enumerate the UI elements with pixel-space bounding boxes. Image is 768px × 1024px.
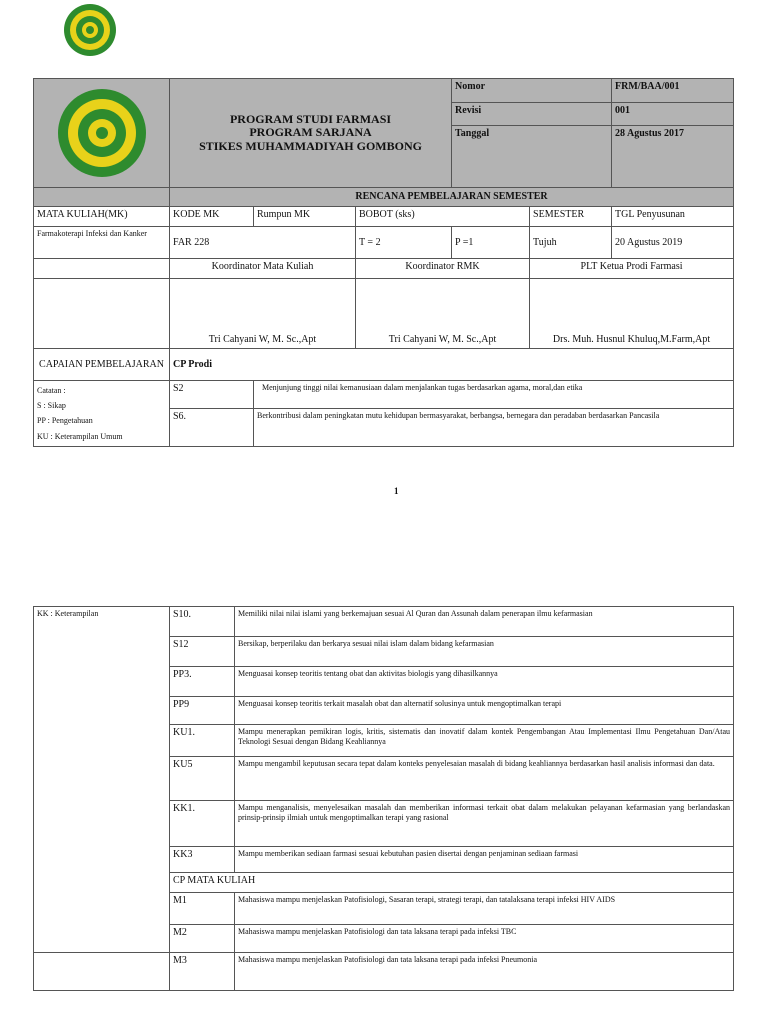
mk-text: Mahasiswa mampu menjelaskan Patofisiologi, Sasaran terapi, strategi terapi, dan tatalaksana terapi infeksi HIV AIDS	[235, 893, 734, 925]
mk-code: M2	[170, 925, 235, 953]
cp-code: KU5	[170, 757, 235, 801]
cp-text: Mampu menerapkan pemikiran logis, kritis, sistematis dan inovatif dalam kontek Pengembangan Atau Implementasi Ilmu Pengetahuan Dan/Atau Teknologi Sesuai dengan Bidang Keahliannya	[235, 725, 734, 757]
institution-logo-cell	[34, 79, 170, 188]
cp-code: KK3	[170, 847, 235, 873]
cp-text: Mampu mengambil keputusan secara tepat dalam konteks penyelesaian masalah di bidang keahliannya berdasarkan hasil analisis informasi dan data.	[235, 757, 734, 801]
capaian-label: CAPAIAN PEMBELAJARAN	[34, 349, 170, 381]
cp-text: Menguasai konsep teoritis tentang obat dan aktivitas biologis yang dihasilkannya	[235, 667, 734, 697]
meta-value-tanggal: 28 Agustus 2017	[612, 126, 734, 188]
meta-label-revisi: Revisi	[452, 103, 612, 126]
signer-koordinator-rmk: Tri Cahyani W, M. Sc.,Apt	[356, 279, 530, 349]
cp-code: S2	[170, 381, 254, 409]
course-tgl: 20 Agustus 2019	[612, 227, 734, 259]
mk-text: Mahasiswa mampu menjelaskan Patofisiologi dan tata laksana terapi pada infeksi TBC	[235, 925, 734, 953]
cp-code: S12	[170, 637, 235, 667]
cp-text: Bersikap, berperilaku dan berkarya sesuai nilai islam dalam bidang kefarmasian	[235, 637, 734, 667]
rps-title: RENCANA PEMBELAJARAN SEMESTER	[170, 188, 734, 207]
cp-text: Menguasai konsep teoritis terkait masalah obat dan alternatif solusinya untuk mengoptimalkan terapi	[235, 697, 734, 725]
header-bobot: BOBOT (sks)	[356, 207, 530, 227]
mk-code: M3	[170, 953, 235, 991]
header-tgl-penyusunan: TGL Penyusunan	[612, 207, 734, 227]
header-semester: SEMESTER	[530, 207, 612, 227]
program-title: PROGRAM STUDI FARMASI PROGRAM SARJANA STIKES MUHAMMADIYAH GOMBONG	[170, 79, 452, 188]
institution-logo	[50, 85, 154, 181]
rps-page1-table	[33, 78, 734, 447]
course-p: P =1	[452, 227, 530, 259]
cp-text: Menjunjung tinggi nilai kemanusiaan dalam menjalankan tugas berdasarkan agama, moral,dan etika	[254, 381, 734, 409]
course-name: Farmakoterapi Infeksi dan Kanker	[34, 227, 170, 259]
cp-text: Mampu menganalisis, menyelesaikan masalah dan memberikan informasi terkait obat dalam melakukan pelayanan kefarmasian yang berlandaskan prinsip-prinsip ilmiah untuk mengoptimalkan terapi yang rasional	[235, 801, 734, 847]
cp-mk-label: CP MATA KULIAH	[170, 873, 734, 893]
cp-code: PP9	[170, 697, 235, 725]
cp-text: Berkontribusi dalam peningkatan mutu kehidupan bermasyarakat, berbangsa, bernegara dan peradaban berdasarkan Pancasila	[254, 408, 734, 446]
page2-note: KK : Keterampilan	[34, 607, 170, 953]
mk-code: M1	[170, 893, 235, 925]
rps-page2-table	[33, 606, 734, 991]
course-t: T = 2	[356, 227, 452, 259]
meta-value-nomor: FRM/BAA/001	[612, 79, 734, 103]
mk-text: Mahasiswa mampu menjelaskan Patofisiologi dan tata laksana terapi pada infeksi Pneumonia	[235, 953, 734, 991]
signer-plt: Drs. Muh. Husnul Khuluq,M.Farm,Apt	[530, 279, 734, 349]
header-mata-kuliah: MATA KULIAH(MK)	[34, 207, 170, 227]
cp-text: Memiliki nilai nilai islami yang berkemajuan sesuai Al Quran dan Assunah dalam penerapan ilmu kefarmasian	[235, 607, 734, 637]
cp-code: PP3.	[170, 667, 235, 697]
meta-value-revisi: 001	[612, 103, 734, 126]
cp-code: S10.	[170, 607, 235, 637]
header-rumpun-mk: Rumpun MK	[254, 207, 356, 227]
meta-label-tanggal: Tanggal	[452, 126, 612, 188]
cp-code: S6.	[170, 408, 254, 446]
role-plt: PLT Ketua Prodi Farmasi	[530, 259, 734, 279]
cp-text: Mampu memberikan sediaan farmasi sesuai kebutuhan pasien disertai dengan penjaminan sediaan farmasi	[235, 847, 734, 873]
role-koordinator-mk: Koordinator Mata Kuliah	[170, 259, 356, 279]
cp-code: KU1.	[170, 725, 235, 757]
top-logo	[62, 2, 118, 58]
role-koordinator-rmk: Koordinator RMK	[356, 259, 530, 279]
course-semester: Tujuh	[530, 227, 612, 259]
page-number: 1	[394, 486, 399, 496]
signer-koordinator-mk: Tri Cahyani W, M. Sc.,Apt	[170, 279, 356, 349]
course-kode: FAR 228	[170, 227, 356, 259]
cp-prodi-label: CP Prodi	[170, 349, 734, 381]
notes-cell: Catatan : S : Sikap PP : Pengetahuan KU : Keterampilan Umum	[34, 381, 170, 447]
meta-label-nomor: Nomor	[452, 79, 612, 103]
cp-code: KK1.	[170, 801, 235, 847]
header-kode-mk: KODE MK	[170, 207, 254, 227]
